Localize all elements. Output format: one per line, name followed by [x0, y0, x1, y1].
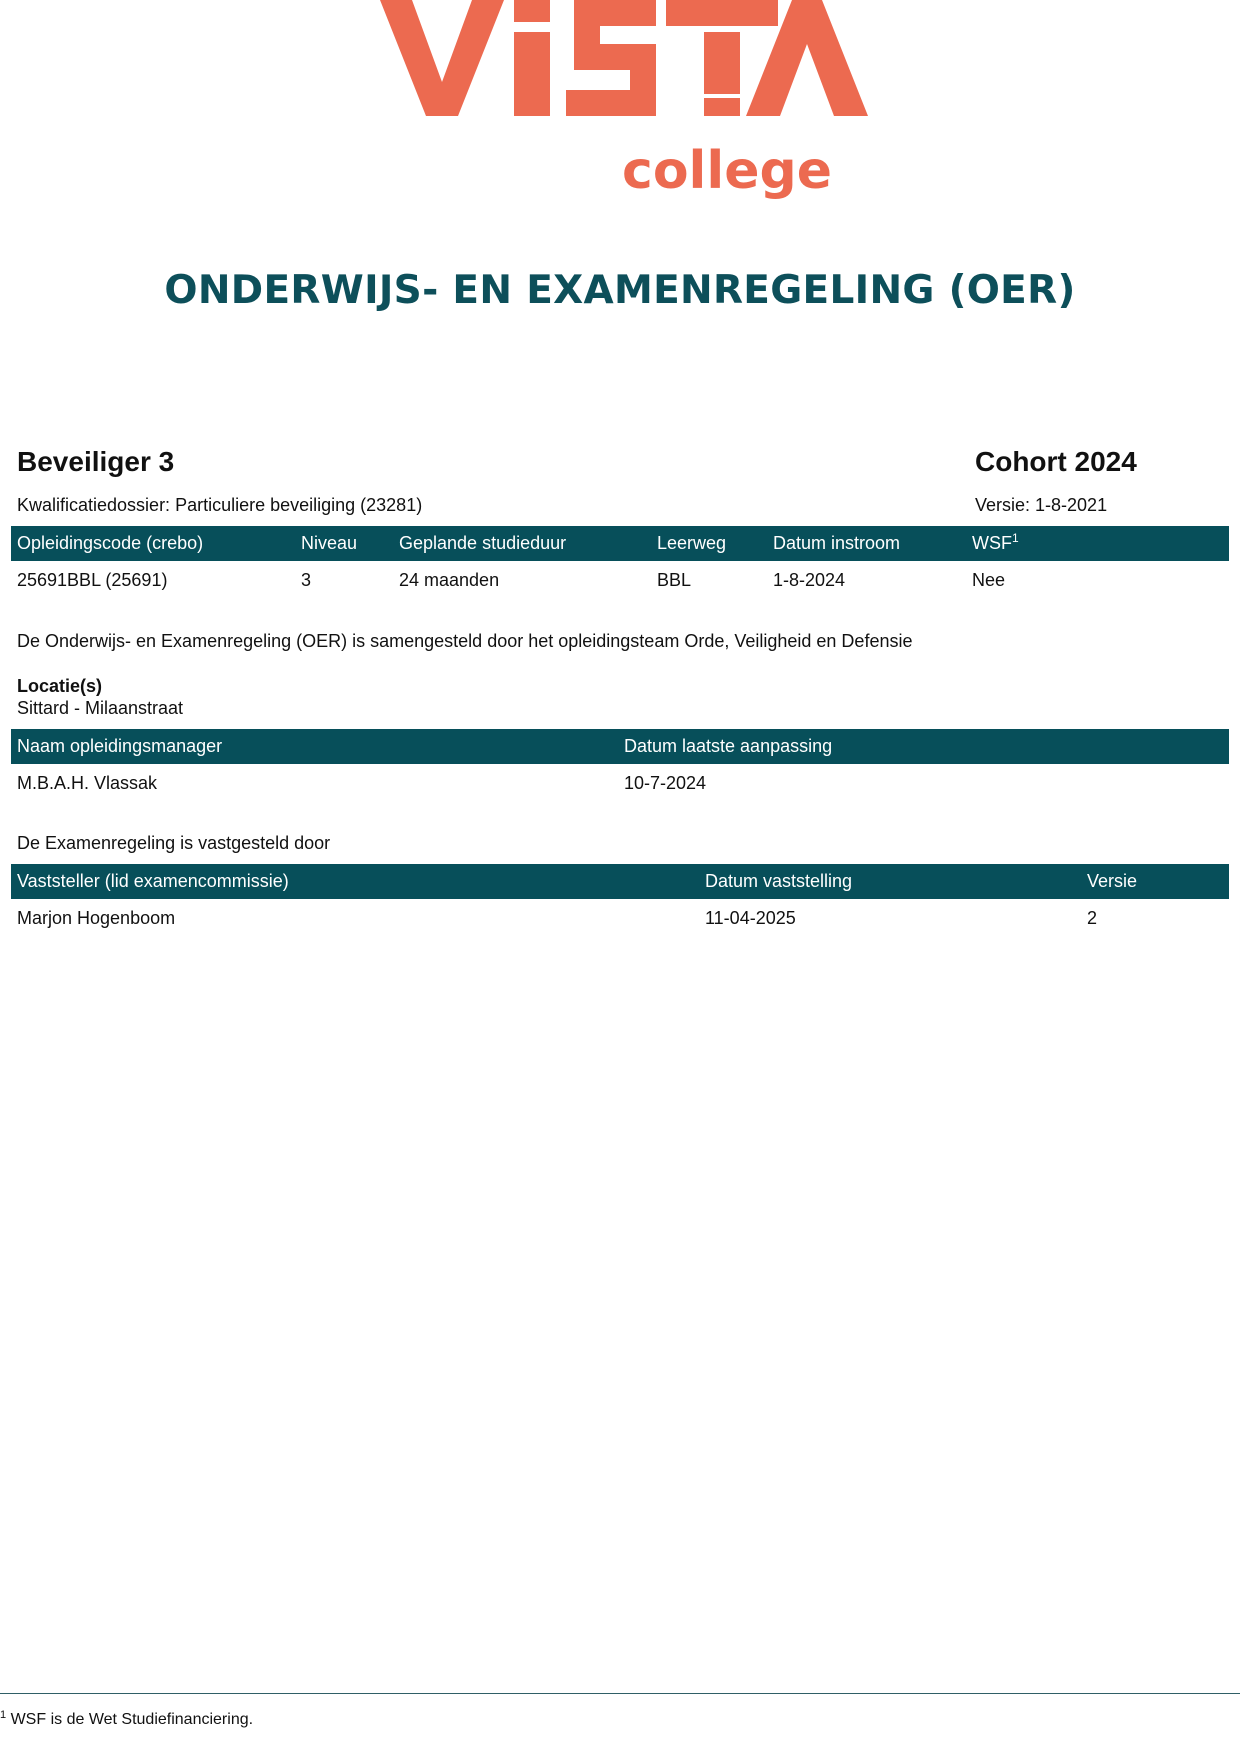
- table-cell: BBL: [657, 569, 692, 590]
- cohort-label: Cohort 2024: [975, 446, 1137, 477]
- table-cell: 3: [301, 569, 312, 590]
- table-row: [11, 899, 1229, 937]
- column-header: Opleidingscode (crebo): [11, 526, 295, 561]
- footnote-number: 1: [0, 1709, 7, 1721]
- manager-table: [11, 729, 1229, 802]
- table-cell: 24 maanden: [399, 569, 500, 590]
- wsf-header-label: WSF: [972, 533, 1012, 553]
- column-header: Geplande studieduur: [393, 526, 651, 561]
- table-cell: M.B.A.H. Vlassak: [17, 772, 158, 793]
- footnote-text: WSF is de Wet Studiefinanciering.: [10, 1711, 254, 1728]
- column-header: Vaststeller (lid examencommissie): [11, 864, 699, 899]
- logo-graphic: [360, 0, 880, 205]
- table-header-row: [11, 729, 1229, 764]
- exam-table: [11, 864, 1229, 937]
- dossier-version: Versie: 1-8-2021: [975, 495, 1108, 515]
- table-header-row: [11, 864, 1229, 899]
- location-value: Sittard - Milaanstraat: [17, 698, 184, 718]
- table-cell: 2: [1087, 907, 1098, 928]
- footnote-divider: [0, 1693, 1240, 1694]
- qualification-dossier: Kwalificatiedossier: Particuliere beveiliging (23281): [17, 495, 423, 515]
- program-table: [11, 526, 1229, 599]
- footnote-ref: 1: [1012, 531, 1019, 545]
- table-cell: 10-7-2024: [624, 772, 707, 793]
- program-name: Beveiliger 3: [17, 446, 175, 477]
- column-header: Datum laatste aanpassing: [618, 729, 1229, 764]
- vista-college-logo: [0, 0, 1240, 210]
- table-cell: 11-04-2025: [705, 907, 796, 928]
- table-cell: 1-8-2024: [773, 569, 846, 590]
- table-row: [11, 561, 1229, 599]
- column-header: Versie: [1081, 864, 1229, 899]
- table-cell: Nee: [972, 569, 1006, 590]
- page-title: ONDERWIJS- EN EXAMENREGELING (OER): [164, 268, 1076, 313]
- column-header: Naam opleidingsmanager: [11, 729, 618, 764]
- column-header: Leerweg: [651, 526, 767, 561]
- table-row: [11, 764, 1229, 802]
- footnote: [0, 1711, 253, 1729]
- table-header-row: [11, 526, 1229, 561]
- team-statement: De Onderwijs- en Examenregeling (OER) is samengesteld door het opleidingsteam Orde, Veiligheid en Defensie: [17, 631, 913, 651]
- location-label: Locatie(s): [17, 676, 103, 696]
- column-header: Datum instroom: [767, 526, 966, 561]
- table-cell: 25691BBL (25691): [17, 569, 168, 590]
- exam-statement: De Examenregeling is vastgesteld door: [17, 833, 331, 853]
- table-cell: Marjon Hogenboom: [17, 907, 176, 928]
- column-header: Datum vaststelling: [699, 864, 1081, 899]
- column-header-wsf: [966, 526, 1229, 561]
- column-header: Niveau: [295, 526, 393, 561]
- logo-sub: college: [622, 141, 832, 201]
